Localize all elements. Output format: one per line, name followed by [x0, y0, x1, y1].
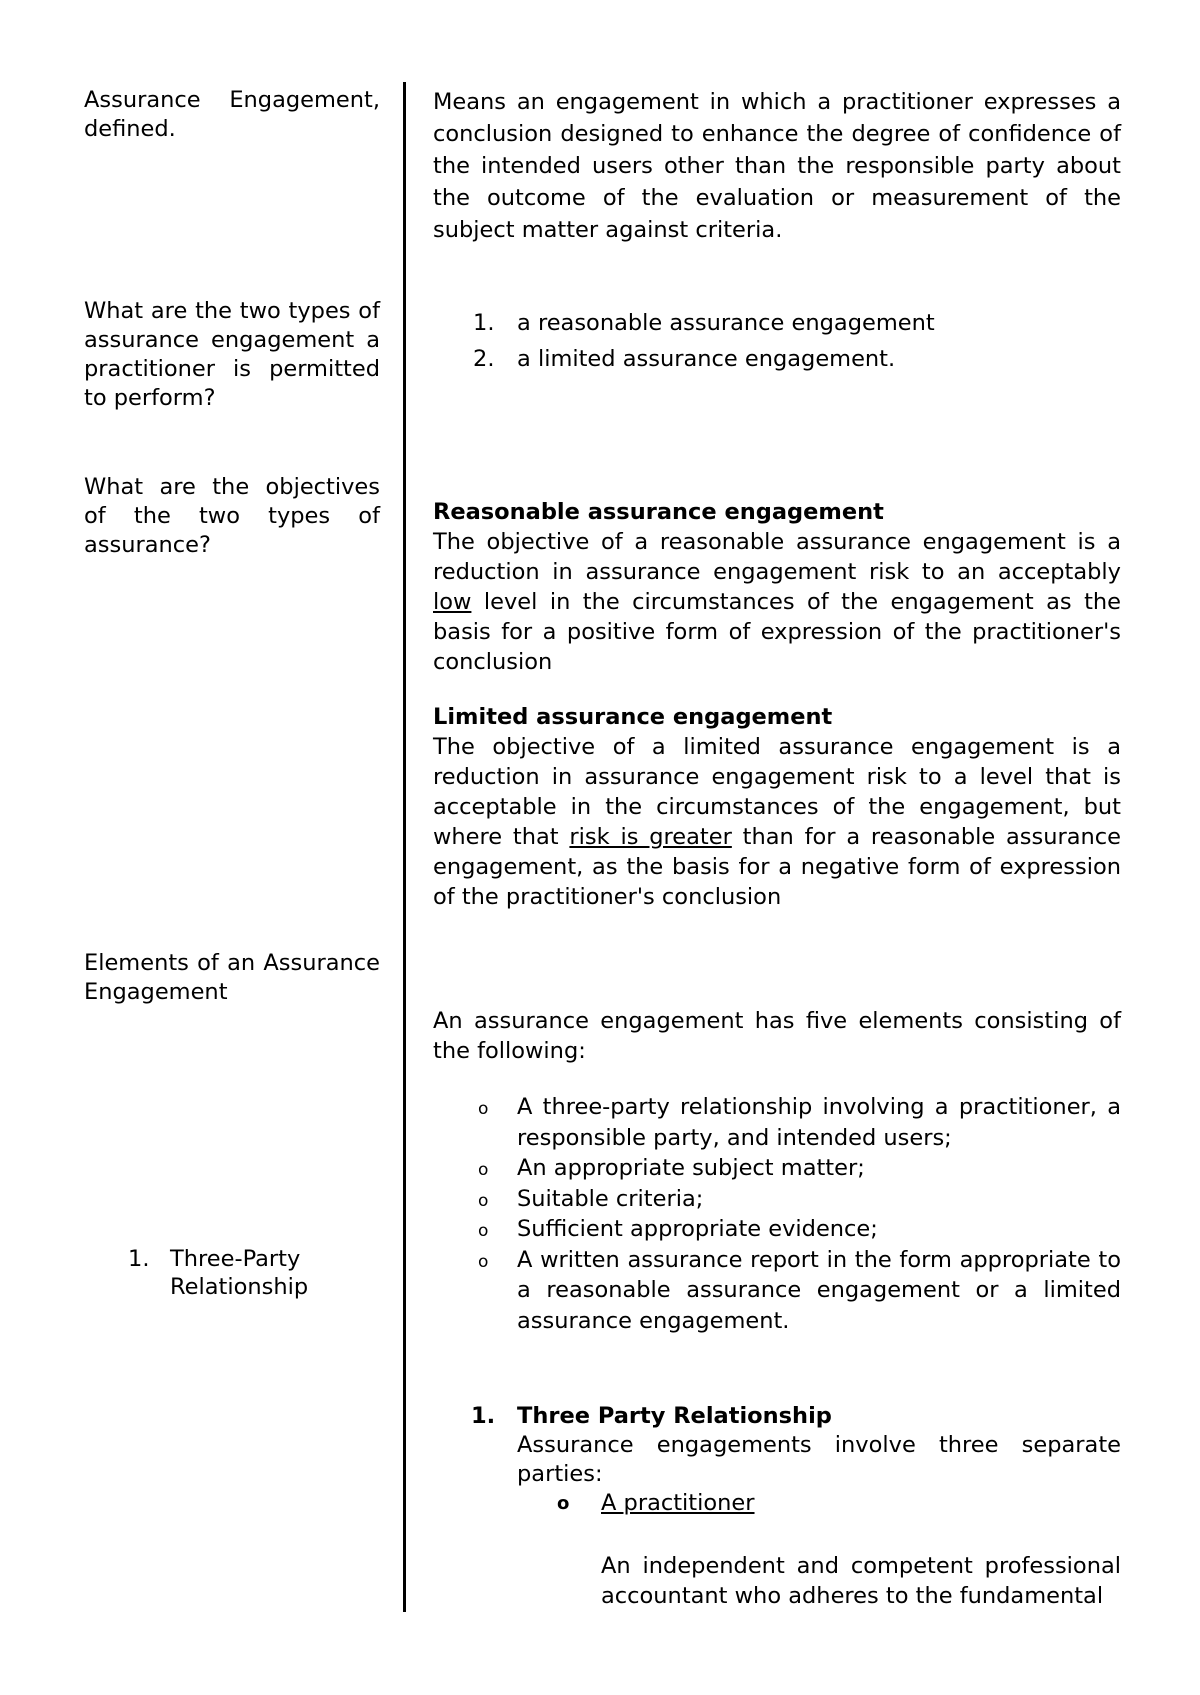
types-list: [433, 305, 1121, 377]
underlined-risk-is-greater: risk is greater: [569, 824, 732, 850]
bullet-icon: o: [478, 1160, 489, 1180]
elements-list-item: o A three-party relationship involving a practitioner, a responsible party, and intended users;: [478, 1094, 1121, 1151]
elements-list-item: o An appropriate subject matter;: [433, 1153, 1121, 1184]
elements-list-item: o Suitable criteria;: [433, 1184, 1121, 1215]
bullet-icon: o: [478, 1221, 489, 1241]
left-three-party-text: Three-Party Relationship: [170, 1246, 309, 1300]
elements-list-item: o Sufficient appropriate evidence;: [433, 1214, 1121, 1245]
left-numbered-three-party: [128, 1245, 380, 1301]
reasonable-text: The objective of a reasonable assurance engagement is a reduction in assurance engagement risk to an acceptably low level in the circumstances of the engagement as the basis for a positive form of expression of the practitioner's conclusion: [433, 529, 1121, 675]
three-party-section: [471, 1402, 1121, 1611]
three-party-sub-item: [471, 1489, 1121, 1518]
column-divider: [403, 82, 406, 1612]
types-list-number: 2.: [473, 346, 495, 372]
three-party-number: 1.: [471, 1403, 496, 1429]
types-list-item: [433, 305, 1121, 341]
bullet-icon: o: [478, 1099, 489, 1119]
three-party-text: Assurance engagements involve three separate parties:: [517, 1432, 1121, 1487]
types-list-text: a reasonable assurance engagement: [517, 310, 935, 336]
limited-section: [433, 702, 1121, 912]
reasonable-heading: Reasonable assurance engagement: [433, 499, 884, 525]
underlined-low: low: [433, 589, 472, 615]
elements-intro: An assurance engagement has five elements consisting of the following:: [433, 1008, 1121, 1064]
left-question-definition: Assurance Engagement, defined.: [84, 87, 380, 142]
types-list-item: [433, 341, 1121, 377]
elements-list-item: o A written assurance report in the form appropriate to a reasonable assurance engagement or a limited assurance engagement.: [478, 1246, 1121, 1334]
limited-heading: Limited assurance engagement: [433, 704, 833, 730]
reasonable-section: [433, 497, 1121, 677]
left-question-objectives: What are the objectives of the two types of assurance?: [84, 474, 380, 558]
three-party-heading: Three Party Relationship: [517, 1403, 832, 1429]
left-question-elements: Elements of an Assurance Engagement: [84, 950, 380, 1005]
definition-text: Means an engagement in which a practitioner expresses a conclusion designed to enhance the degree of confidence of the intended users other than the responsible party about the outcome of the evaluation or measurement of the subject matter against criteria.: [433, 89, 1121, 243]
left-question-types: What are the two types of assurance engagement a practitioner is permitted to perform?: [84, 298, 380, 411]
limited-text: The objective of a limited assurance engagement is a reduction in assurance engagement risk to a level that is acceptable in the circumstances of the engagement, but where that risk is greater than for a reasonable assurance engagement, as the basis for a negative form of expression of the practitioner's conclusion: [433, 734, 1122, 910]
practitioner-label: A practitioner: [601, 1490, 755, 1516]
bullet-icon: o: [478, 1190, 489, 1211]
bullet-icon: o: [557, 1493, 570, 1514]
left-three-party-number: 1.: [128, 1246, 150, 1272]
practitioner-description: An independent and competent professional accountant who adheres to the fundamental: [601, 1553, 1121, 1609]
types-list-number: 1.: [473, 310, 495, 336]
types-list-text: a limited assurance engagement.: [517, 346, 896, 372]
bullet-icon: o: [478, 1251, 489, 1272]
elements-list: [433, 1092, 1121, 1336]
